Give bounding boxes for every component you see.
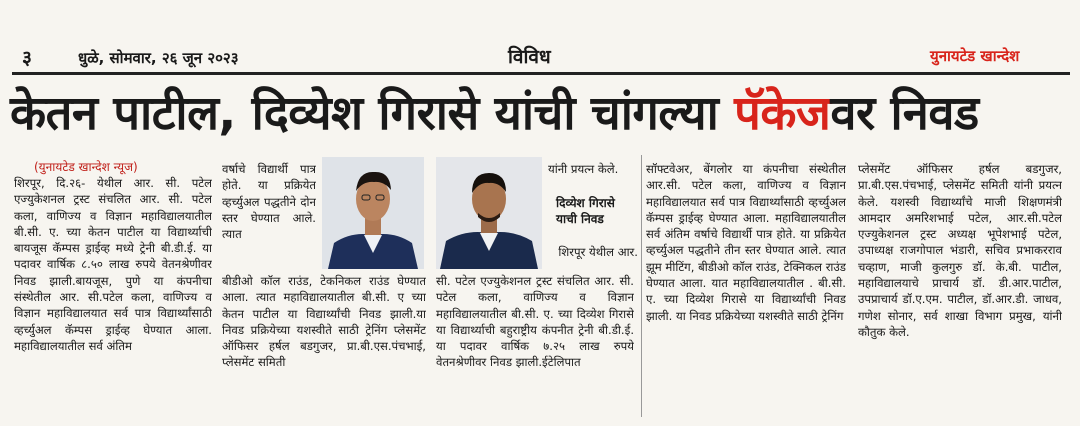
newspaper-brand: युनायटेड खान्देश — [930, 47, 1020, 65]
article-column-2-bottom: बीडीओ कॉल राउंड, टेकनिकल राउंड घेण्यात आला. त्यात महाविद्यालयातील बी.सी. ए च्या केतन पाटील या विद्यार्थ्यांची निवड झाली.या निवड प्रक्रियेच्या यशस्वीते साठी ट्रेनिंग प्लेसमेंट ऑफिसर हर्षल बडगुजर, प्रा.बी.एस.पंचभाई, प्लेसमेंट समिती — [222, 274, 426, 370]
column-divider — [641, 155, 642, 417]
subheading-divyesh: दिव्येश गिरासे याची निवड — [556, 196, 615, 226]
photo-divyesh-girase — [436, 157, 542, 269]
col3-continue-text: शिरपूर येथील आर. — [558, 245, 638, 259]
article-column-3-bottom: सी. पटेल एज्युकेशनल ट्रस्ट संचलित आर. सी. पटेल कला, वाणिज्य व विज्ञान महाविद्यालयातील बी.सी. ए. च्या दिव्येश गिरासे या विद्यार्थ्याची बहुराष्ट्रीय कंपनीत ट्रेनी बी.डी.ई. या पदावर वार्षिक ७.२५ लाख रुपये वेतनश्रेणीवर निवड झाली.ईटेलिपात — [436, 274, 634, 370]
headline-part2: वर निवड — [830, 86, 979, 141]
article-column-2-top: वर्षाचे विद्यार्थी पात्र होते. या प्रक्रियेत व्हर्च्युअल पद्धतीने दोन स्तर घेण्यात आले. त्यात — [222, 162, 316, 242]
photo-ketan-patil — [322, 157, 424, 269]
article-column-4: सॉफ्टवेअर, बेंगलोर या कंपनीचा संस्थेतील आर.सी. पटेल कला, वाणिज्य व विज्ञान महाविद्यालयात सर्व पात्र विद्यार्थ्यांसाठी व्हर्च्युअल कॅम्पस ड्राईव्ह घेण्यात आला. महाविद्यालयातील सर्व अंतिम वर्षाचे विद्यार्थी पात्र होते. या प्रक्रियेत व्हर्च्युअल पद्धतीने तीन स्तर घेण्यात आले. त्यात झूम मीटिंग, बीडीओ कॉल राउंड, टेक्निकल राउंड घेण्यात आला. यात महाविद्यालयातील . बी.सी. ए. च्या दिव्येश गिरासे या विद्यार्थ्यांची निवड झाली. या निवड प्रक्रियेच्या यशस्वीते साठी ट्रेनिंग — [646, 162, 846, 323]
article-column-1: शिरपूर, दि.२६- येथील आर. सी. पटेल एज्युकेशनल ट्रस्ट संचलित आर. सी. पटेल कला, वाणिज्य व विज्ञान महाविद्यालयातील बी.सी. ए. च्या केतन पाटील या विद्यार्थ्याची बायजूस कॅम्पस ड्राईव्ह मध्ये ट्रेनी बी.डी.ई. या पदावर वार्षिक ८.५० लाख रुपये वेतनश्रेणीवर निवड झाली.बायजूस, पुणे या कंपनीचा संस्थेतील आर. सी.पटेल कला, वाणिज्य व विज्ञान महाविद्यालयात सर्व पात्र विद्यार्थ्यांसाठी व्हर्च्युअल कॅम्पस ड्राईव्ह घेण्यात आला. महाविद्यालयातील सर्व अंतिम — [14, 176, 212, 353]
section-title: विविध — [508, 46, 551, 68]
headline-part1: केतन पाटील, दिव्येश गिरासे यांची चांगल्या — [10, 86, 735, 141]
page-number: ३ — [22, 47, 32, 69]
col3-intro-text: यांनी प्रयत्न केले. — [548, 162, 619, 176]
headline — [10, 84, 1072, 144]
header-rule — [12, 72, 1070, 75]
article-column-5: प्लेसमेंट ऑफिसर हर्षल बडगुजर, प्रा.बी.एस.पंचभाई, प्लेसमेंट समिती यांनी प्रयत्न केले. यशस्वी विद्यार्थ्यांचे माजी शिक्षणमंत्री आमदार अमरिशभाई पटेल, आर.सी.पटेल एज्युकेशनल ट्रस्ट अध्यक्ष भूपेशभाई पटेल, उपाध्यक्ष राजगोपाल भंडारी, सचिव प्रभाकरराव चव्हाण, माजी कुलगुरु डॉ. के.बी. पाटील, महाविद्यालयाचे प्राचार्य डॉ. डी.आर.पाटील, उपप्राचार्य डॉ.ए.एम. पाटील, डॉ.आर.डी. जाधव, गणेश सोनार, सर्व शाखा विभाग प्रमुख, यांनी कौतुक केले. — [858, 162, 1062, 339]
byline: (युनायटेड खान्देश न्यूज) — [34, 160, 138, 174]
page-header — [0, 40, 1080, 74]
headline-highlight: पॅकेज — [734, 86, 831, 141]
dateline: धुळे, सोमवार, २६ जून २०२३ — [78, 49, 239, 67]
